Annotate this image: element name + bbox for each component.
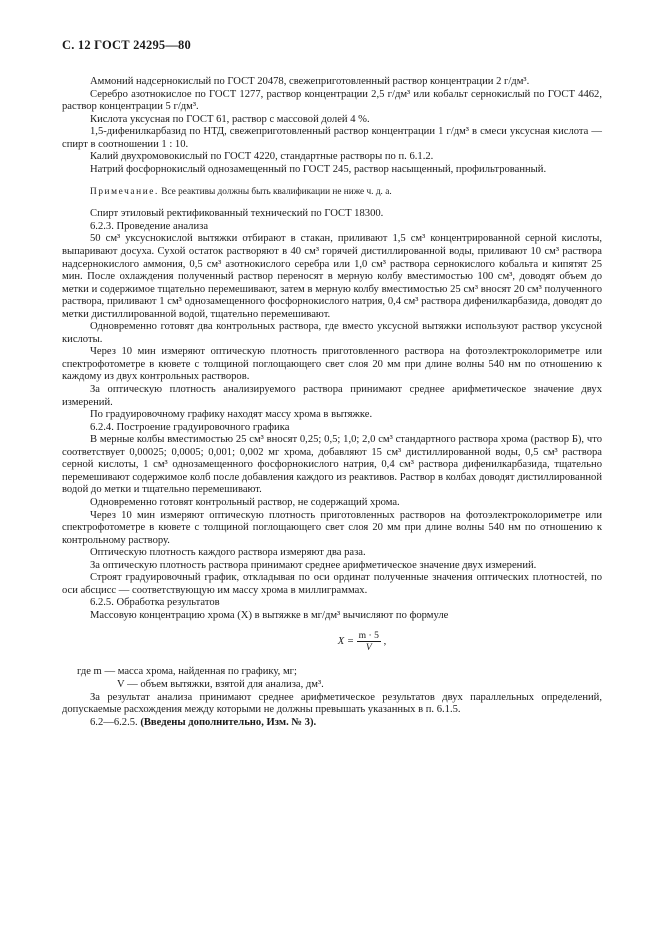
paragraph: По градуировочному графику находят массу хрома в вытяжке. (90, 409, 373, 421)
page-header: С. 12 ГОСТ 24295—80 (62, 38, 191, 52)
paragraph: Спирт этиловый ректификованный технический по ГОСТ 18300. (90, 208, 384, 220)
paragraph: Кислота уксусная по ГОСТ 61, раствор с массовой долей 4 %. (90, 113, 370, 125)
paragraph: Одновременно готовят контрольный раствор, не содержащий хрома. (90, 496, 400, 508)
section-heading: 6.2.5. Обработка результатов (90, 597, 220, 609)
formula-tail: , (383, 636, 387, 648)
paragraph: Через 10 мин измеряют оптическую плотность приготовленного раствора на фотоэлектроколориметре или спектрофотометре в кювете с толщиной поглощающего свет слоя 20 мм при длине волны 540 нм по отношению к каждому из двух контрольных растворов. (62, 346, 602, 383)
paragraph: За оптическую плотность анализируемого раствора принимают среднее арифметическое значение двух измерений. (62, 384, 602, 408)
formula-numerator: m · 5 (358, 630, 379, 642)
amendment-note (62, 717, 602, 730)
paragraph: За результат анализа принимают среднее арифметическое результатов двух параллельных определений, допускаемые расхождения между которыми не должны превышать указанных в п. 6.1.5. (62, 691, 602, 716)
paragraph: 50 см³ уксуснокислой вытяжки отбирают в стакан, приливают 1,5 см³ концентрированной серной кислоты, выпаривают досуха. Сухой остаток растворяют в 40 см³ горячей дистиллированной воды, приливают 10 см³ раствора надсернокислого аммония, 0,5 см³ азотнокислого серебра или 1,0 см³ раствора сернокислого кобальта и кипятят 25 мин. После охлаждения полученный раствор переносят в мерную колбу вместимостью 100 см³, доводят объем до метки и содержимое тщательно перемешивают, затем в мерную колбу вместимостью 25 см³ вносят 20 см³ полученного раствора, приливают 1 см³ однозамещенного фосфорнокислого натрия, 0,4 см³ раствора дифенилкарбазида, доводят до метки дистиллированной водой, тщательно перемешивают. (62, 233, 602, 320)
formula-legend (62, 666, 602, 691)
section-heading: 6.2.3. Проведение анализа (90, 220, 209, 232)
paragraph: Аммоний надсернокислый по ГОСТ 20478, свежеприготовленный раствор концентрации 2 г/дм³. (90, 76, 530, 87)
paragraph: 1,5-дифенилкарбазид по НТД, свежеприготовленный раствор концентрации 1 г/дм³ в смеси уксусная кислота — спирт в соотношении 1 : 10. (62, 126, 602, 150)
document-body (62, 76, 602, 729)
note-label: Примечание. (90, 187, 159, 198)
paragraph: Массовую концентрацию хрома (X) в вытяжке в мг/дм³ вычисляют по формуле (90, 609, 449, 621)
note (62, 186, 602, 198)
paragraph: В мерные колбы вместимостью 25 см³ вносят 0,25; 0,5; 1,0; 2,0 см³ стандартного раствора хрома (раствор Б), что соответствует 0,00025; 0,0005; 0,001; 0,002 мг хрома, добавляют 15 см³ дистиллированной воды, 0,5 см³ раствора серной кислоты, 1 см³ однозамещенного фосфорнокислого натрия, 0,4 см³ раствора дифенилкарбазида, тщательно перемешивают содержимое колб после добавления каждого из реактивов. Раствор в колбах доводят дистиллированной водой до метки и тщательно перемешивают. (62, 434, 602, 496)
note-text: Все реактивы должны быть квалификации не ниже ч. д. а. (158, 187, 392, 198)
paragraph: Серебро азотнокислое по ГОСТ 1277, раствор концентрации 2,5 г/дм³ или кобальт сернокислый по ГОСТ 4462, раствор концентрации 5 г/дм³. (62, 88, 602, 113)
amendment-ref: 6.2—6.2.5. (90, 716, 138, 728)
formula (122, 630, 602, 660)
formula-denominator: V (365, 642, 372, 654)
formula-fraction (357, 630, 381, 653)
formula-lhs: X = (337, 636, 355, 648)
paragraph: Натрий фосфорнокислый однозамещенный по ГОСТ 245, раствор насыщенный, профильтрованный. (90, 163, 547, 175)
paragraph: Через 10 мин измеряют оптическую плотность приготовленных растворов на фотоэлектроколориметре или спектрофотометре в кювете с толщиной поглощающего свет слоя 20 мм при длине волны 540 нм по отношению к контрольному раствору. (62, 509, 602, 546)
legend-line: V — объем вытяжки, взятой для анализа, дм³. (117, 678, 324, 690)
paragraph: Одновременно готовят два контрольных раствора, где вместо уксусной вытяжки используют раствор уксусной кислоты. (62, 321, 602, 345)
paragraph: За оптическую плотность раствора принимают среднее арифметическое значение двух измерений. (90, 559, 537, 571)
paragraph: Оптическую плотность каждого раствора измеряют два раза. (90, 547, 366, 559)
paragraph: Строят градуировочный график, откладывая по оси ординат полученные значения оптических плотностей, по оси абсцисс — соответствующую им массу хрома в миллиграммах. (62, 572, 602, 596)
section-heading: 6.2.4. Построение градуировочного графика (90, 421, 290, 433)
paragraph: Калий двухромовокислый по ГОСТ 4220, стандартные растворы по п. 6.1.2. (90, 151, 434, 163)
amendment-text: (Введены дополнительно, Изм. № 3). (140, 716, 317, 728)
legend-line: где m — масса хрома, найденная по графику, мг; (77, 666, 297, 678)
